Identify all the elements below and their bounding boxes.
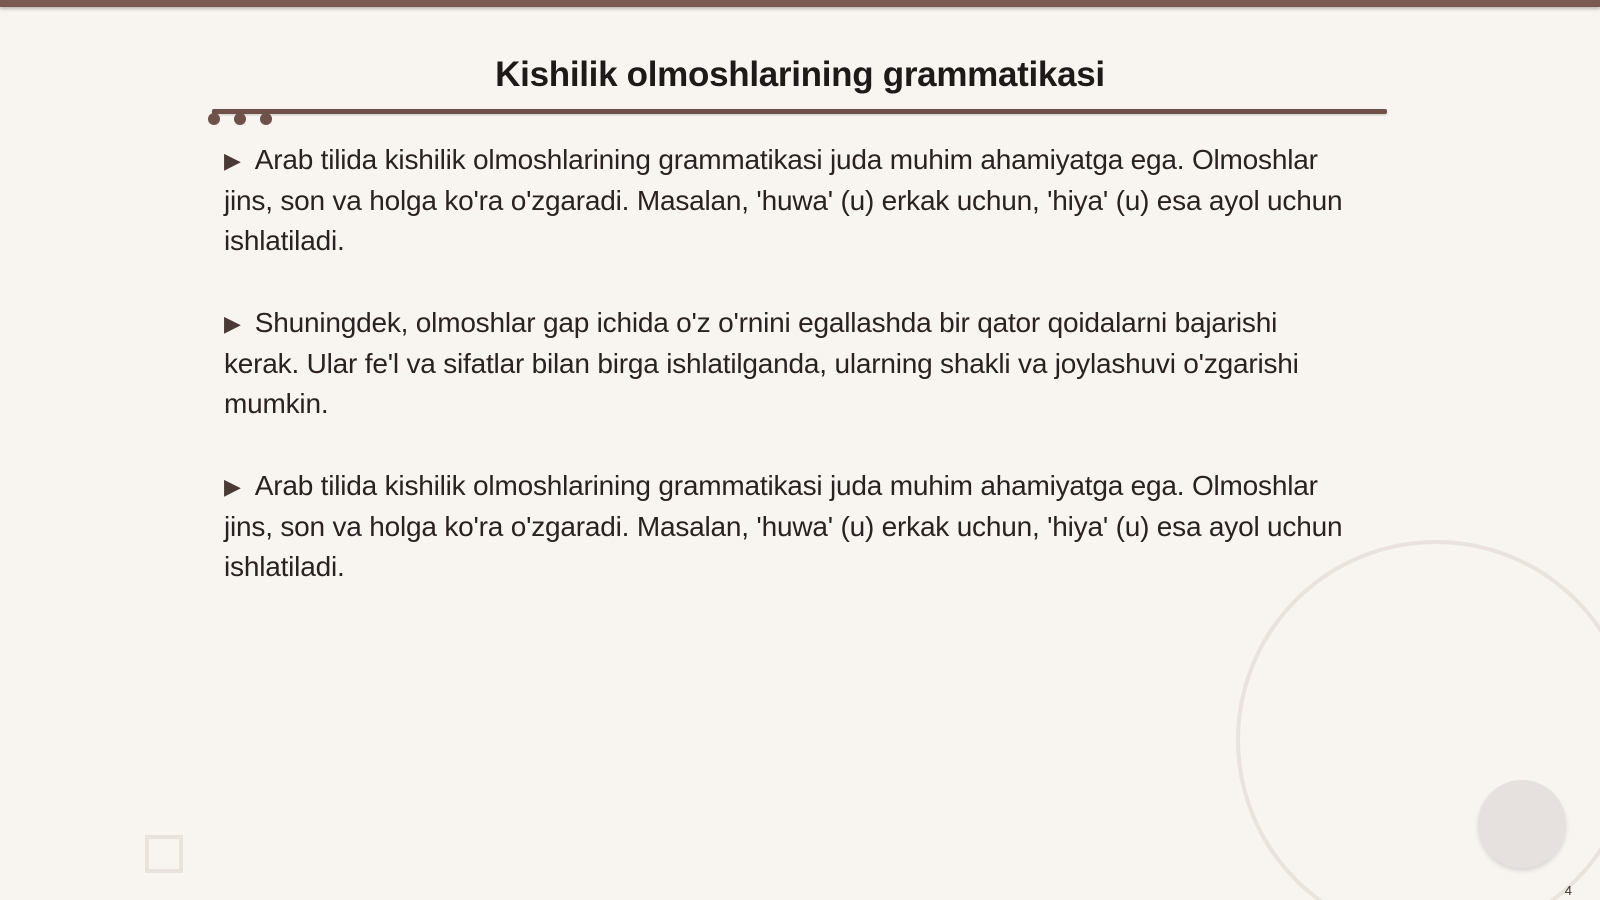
decorative-square: [145, 835, 183, 873]
paragraph-text: Arab tilida kishilik olmoshlarining grammatikasi juda muhim ahamiyatga ega. Olmoshlar jins, son va holga ko'ra o'zgaradi. Masalan, 'huwa' (u) erkak uchun, 'hiya' (u) esa ayol uchun ishlatiladi.: [224, 470, 1343, 582]
slide-body: [224, 140, 1354, 629]
paragraph-text: Shuningdek, olmoshlar gap ichida o'z o'rnini egallashda bir qator qoidalarni bajarishi kerak. Ular fe'l va sifatlar bilan birga ishlatilganda, ularning shakli va joylashuvi o'zgarishi mumkin.: [224, 307, 1299, 419]
decorative-dot: [234, 113, 246, 125]
bullet-paragraph: [224, 466, 1354, 587]
decorative-dot: [260, 113, 272, 125]
triangle-right-icon: ▶: [224, 474, 241, 499]
paragraph-text: Arab tilida kishilik olmoshlarining grammatikasi juda muhim ahamiyatga ega. Olmoshlar jins, son va holga ko'ra o'zgaradi. Masalan, 'huwa' (u) erkak uchun, 'hiya' (u) esa ayol uchun ishlatiladi.: [224, 144, 1343, 256]
decorative-dot: [208, 113, 220, 125]
triangle-right-icon: ▶: [224, 311, 241, 336]
slide-title: Kishilik olmoshlarining grammatikasi: [495, 55, 1105, 94]
bullet-paragraph: [224, 140, 1354, 261]
decorative-circle: [1478, 780, 1566, 868]
triangle-right-icon: ▶: [224, 148, 241, 173]
top-accent-bar: [0, 0, 1600, 7]
bullet-paragraph: [224, 303, 1354, 424]
page-number: 4: [1564, 883, 1572, 898]
title-underline: [212, 109, 1387, 114]
